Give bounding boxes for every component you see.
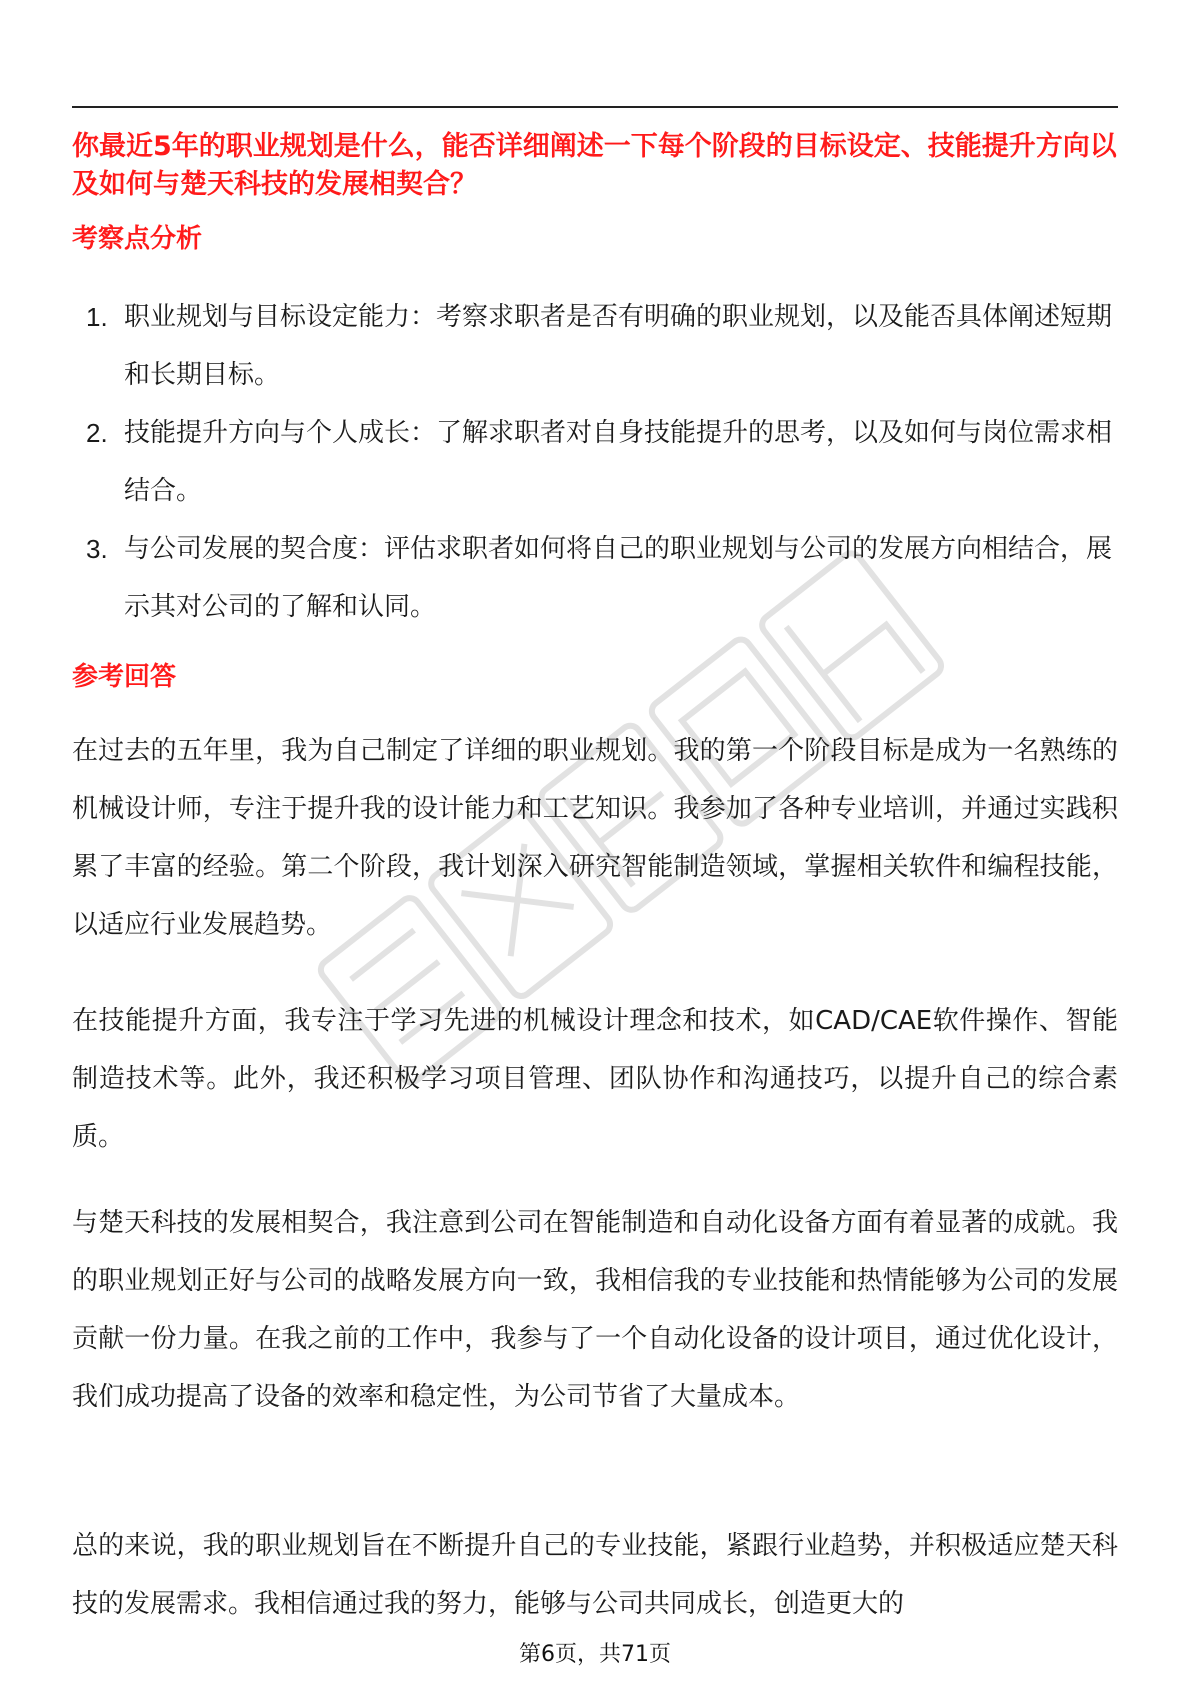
list-number: 3. [86, 534, 108, 564]
answer-paragraph: 在技能提升方面，我专注于学习先进的机械设计理念和技术，如CAD/CAE软件操作、智能制造技术等。此外，我还积极学习项目管理、团队协作和沟通技巧，以提升自己的综合素质。 [72, 1006, 1118, 1152]
list-number: 1. [86, 302, 108, 332]
analysis-point-list [72, 288, 1118, 636]
list-item [72, 404, 1118, 520]
analysis-heading: 考察点分析 [72, 224, 203, 254]
answer-paragraph: 总的来说，我的职业规划旨在不断提升自己的专业技能，紧跟行业趋势，并积极适应楚天科技的发展需求。我相信通过我的努力，能够与公司共同成长，创造更大的 [72, 1531, 1118, 1619]
answer-heading: 参考回答 [72, 662, 177, 692]
list-item [72, 520, 1118, 636]
list-item [72, 288, 1118, 404]
question-title: 你最近5年的职业规划是什么，能否详细阐述一下每个阶段的目标设定、技能提升方向以及如何与楚天科技的发展相契合？ [72, 131, 1117, 200]
answer-paragraph: 在过去的五年里，我为自己制定了详细的职业规划。我的第一个阶段目标是成为一名熟练的机械设计师，专注于提升我的设计能力和工艺知识。我参加了各种专业培训，并通过实践积累了丰富的经验。第二个阶段，我计划深入研究智能制造领域，掌握相关软件和编程技能，以适应行业发展趋势。 [72, 736, 1118, 940]
list-item-text: 技能提升方向与个人成长：了解求职者对自身技能提升的思考，以及如何与岗位需求相结合。 [124, 418, 1113, 506]
list-item-text: 与公司发展的契合度：评估求职者如何将自己的职业规划与公司的发展方向相结合，展示其对公司的了解和认同。 [124, 534, 1113, 622]
top-rule [72, 106, 1118, 108]
list-number: 2. [86, 418, 108, 448]
answer-paragraph: 与楚天科技的发展相契合，我注意到公司在智能制造和自动化设备方面有着显著的成就。我的职业规划正好与公司的战略发展方向一致，我相信我的专业技能和热情能够为公司的发展贡献一份力量。在我之前的工作中，我参与了一个自动化设备的设计项目，通过优化设计，我们成功提高了设备的效率和稳定性，为公司节省了大量成本。 [72, 1208, 1118, 1412]
list-item-text: 职业规划与目标设定能力：考察求职者是否有明确的职业规划，以及能否具体阐述短期和长期目标。 [124, 302, 1113, 390]
page-footer: 第6页，共71页 [519, 1642, 671, 1667]
